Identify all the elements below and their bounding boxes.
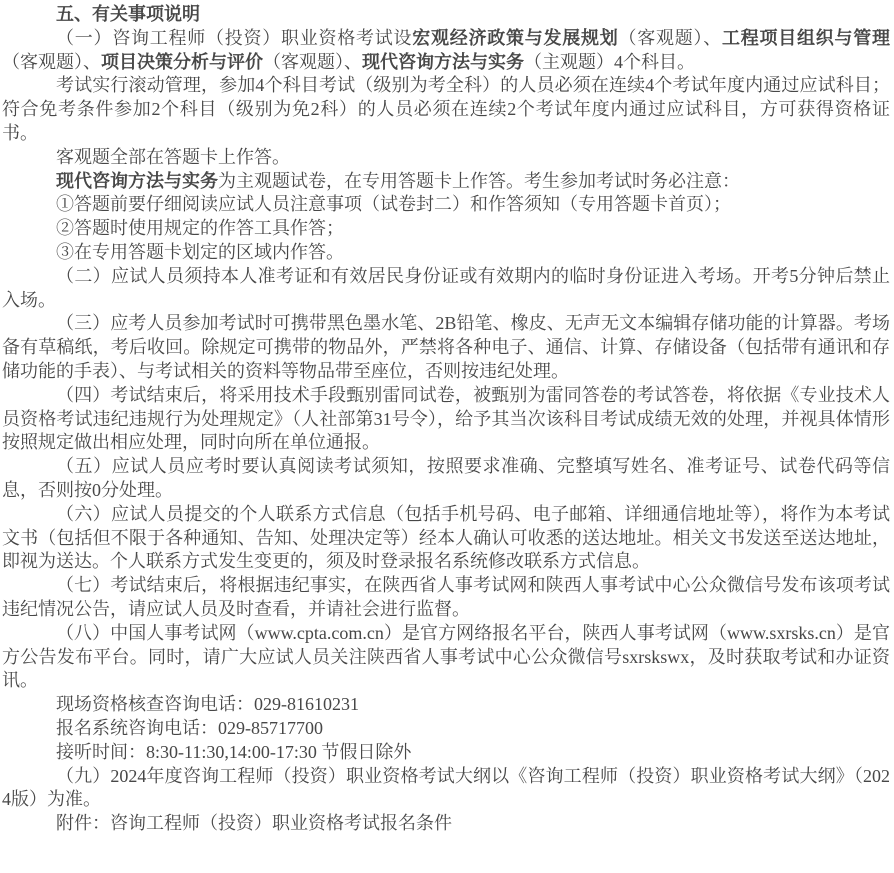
- emphasis-text: 现代咨询方法与实务: [56, 170, 218, 191]
- body-text: ②答题时使用规定的作答工具作答；: [56, 218, 344, 239]
- emphasis-text: 项目决策分析与评价: [101, 51, 263, 72]
- body-text: 为主观题试卷，在专用答题卡上作答。考生参加考试时务必注意：: [218, 170, 740, 191]
- body-text: （七）考试结束后，将根据违纪事实，在陕西省人事考试网和陕西人事考试中心公众微信号发布该项考试违纪情况公告，请应试人员及时查看，并请社会进行监督。: [2, 575, 890, 619]
- paragraph: [2, 693, 890, 717]
- paragraph: [2, 812, 890, 836]
- paragraph: [2, 765, 890, 813]
- paragraph: [2, 193, 890, 217]
- body-text: （一）咨询工程师（投资）职业资格考试设: [56, 27, 413, 48]
- body-text: 接听时间：8:30-11:30,14:00-17:30 节假日除外: [56, 741, 412, 762]
- emphasis-text: 工程项目组织与管理: [722, 27, 890, 48]
- paragraph: [2, 503, 890, 574]
- paragraph: [2, 384, 890, 455]
- section-heading: 五、有关事项说明: [56, 4, 200, 24]
- paragraph: [2, 455, 890, 503]
- paragraph: [2, 27, 890, 75]
- emphasis-text: 宏观经济政策与发展规划: [412, 27, 619, 48]
- body-text: （六）应试人员提交的个人联系方式信息（包括手机号码、电子邮箱、详细通信地址等），将作为本考试文书（包括但不限于各种通知、告知、处理决定等）经本人确认可收悉的送达地址。相关文书发送至送达地址，即视为送达。个人联系方式发生变更的，须及时登录报名系统修改联系方式信息。: [2, 503, 890, 572]
- body-text: 客观题全部在答题卡上作答。: [56, 146, 290, 167]
- body-text: （四）考试结束后，将采用技术手段甄别雷同试卷，被甄别为雷同答卷的考试答卷，将依据《专业技术人员资格考试违纪违规行为处理规定》（人社部第31号令），给予其当次该科目考试成绩无效的处理，并视具体情形按照规定做出相应处理，同时向所在单位通报。: [2, 384, 890, 453]
- body-text: （二）应试人员须持本人准考证和有效居民身份证或有效期内的临时身份证进入考场。开考5分钟后禁止入场。: [2, 265, 890, 310]
- paragraph: [2, 741, 890, 765]
- body-text: 附件：咨询工程师（投资）职业资格考试报名条件: [56, 813, 452, 834]
- body-text: （三）应考人员参加考试时可携带黑色墨水笔、2B铅笔、橡皮、无声无文本编辑存储功能的计算器。考场备有草稿纸，考后收回。除规定可携带的物品外，严禁将各种电子、通信、计算、存储设备（包括带有通讯和存储功能的手表）、与考试相关的资料等物品带至座位，否则按违纪处理。: [2, 313, 890, 381]
- body-text: 考试实行滚动管理，参加4个科目考试（级别为考全科）的人员必须在连续4个考试年度内通过应试科目；符合免考条件参加2个科目（级别为免2科）的人员必须在连续2个考试年度内通过应试科目，方可获得资格证书。: [2, 75, 890, 143]
- emphasis-text: 现代咨询方法与实务: [362, 51, 524, 72]
- body-text: （八）中国人事考试网（www.cpta.com.cn）是官方网络报名平台，陕西人事考试网（www.sxrsks.cn）是官方公告发布平台。同时，请广大应试人员关注陕西省人事考试中心公众微信号sxrskswx，及时获取考试和办证资讯。: [2, 622, 890, 691]
- paragraph: [2, 312, 890, 383]
- body-text: （客观题）、: [2, 51, 101, 72]
- paragraph-list: [2, 27, 890, 836]
- body-text: ③在专用答题卡划定的区域内作答。: [56, 241, 344, 262]
- body-text: （客观题）、: [618, 27, 722, 48]
- body-text: （客观题）、: [263, 51, 362, 72]
- paragraph: [2, 574, 890, 622]
- paragraph: [2, 74, 890, 145]
- paragraph: [2, 170, 890, 194]
- body-text: （五）应试人员应考时要认真阅读考试须知，按照要求准确、完整填写姓名、准考证号、试卷代码等信息，否则按0分处理。: [2, 456, 890, 500]
- body-text: （九）2024年度咨询工程师（投资）职业资格考试大纲以《咨询工程师（投资）职业资格考试大纲》（2024版）为准。: [2, 765, 890, 810]
- body-text: ①答题前要仔细阅读应试人员注意事项（试卷封二）和作答须知（专用答题卡首页）；: [56, 194, 731, 215]
- paragraph: [2, 265, 890, 313]
- body-text: 报名系统咨询电话：029-85717700: [56, 717, 323, 738]
- paragraph: [2, 717, 890, 741]
- body-text: 现场资格核查咨询电话：029-81610231: [56, 694, 359, 715]
- paragraph: [2, 241, 890, 265]
- body-text: （主观题）4个科目。: [524, 51, 695, 72]
- paragraph: [2, 622, 890, 693]
- paragraph: [2, 146, 890, 170]
- paragraph: [2, 217, 890, 241]
